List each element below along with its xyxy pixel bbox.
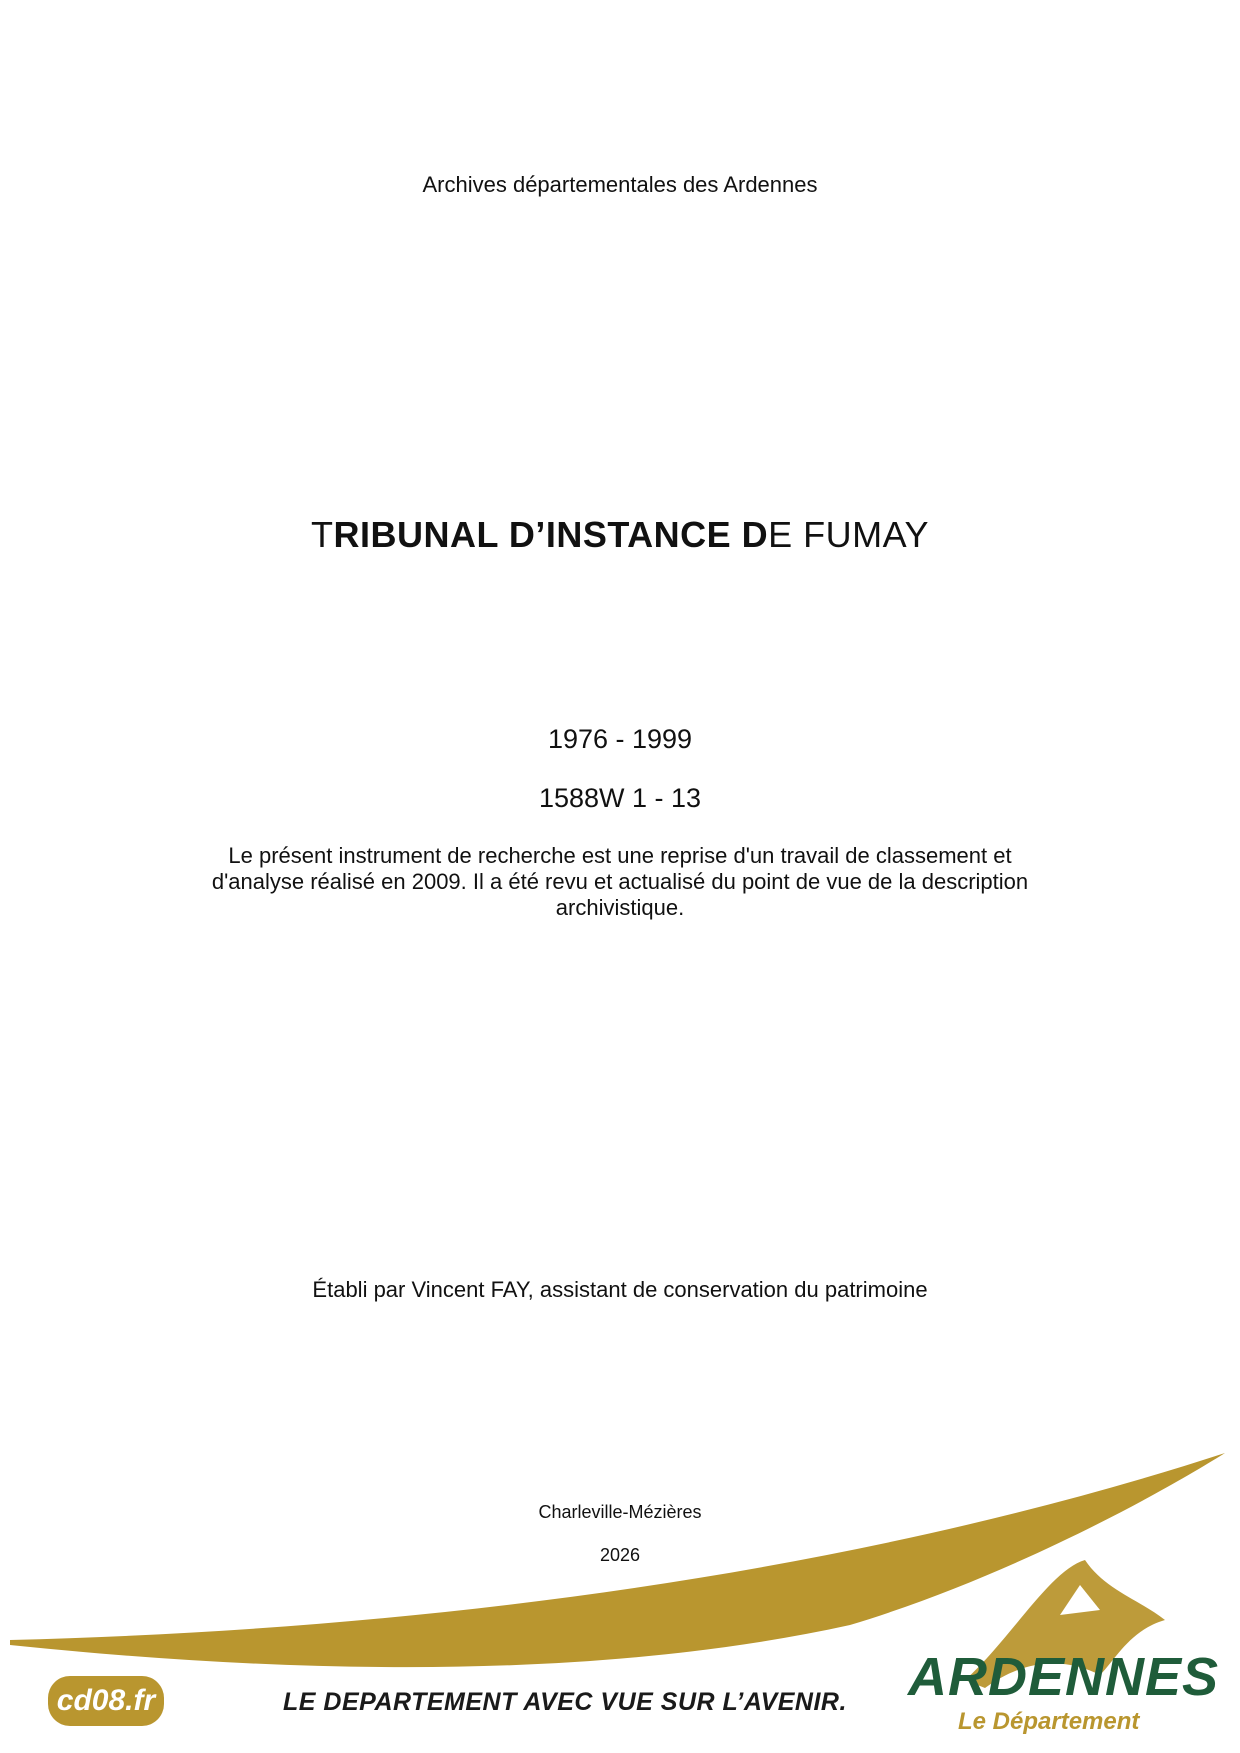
document-title: [0, 514, 1240, 556]
title-part-1: T: [310, 514, 334, 555]
archive-cote: 1588W 1 - 13: [538, 783, 702, 813]
title-part-2: RIBUNAL D’INSTANCE D: [333, 514, 769, 555]
place-name: Charleville-Mézières: [538, 1502, 702, 1522]
author-line: Établi par Vincent FAY, assistant de conservation du patrimoine: [312, 1277, 928, 1302]
date-range: 1976 - 1999: [547, 724, 693, 754]
ardennes-logo-subtitle: Le Département: [958, 1708, 1140, 1735]
ardennes-logo-text: ARDENNES: [908, 1647, 1220, 1707]
institution-name: Archives départementales des Ardennes: [422, 172, 818, 197]
footer-slogan: LE DEPARTEMENT AVEC VUE SUR L’AVENIR.: [283, 1688, 847, 1716]
description-note: Le présent instrument de recherche est une reprise d'un travail de classement et d'analyse réalisé en 2009. Il a été revu et actualisé du point de vue de la description archivistique.: [211, 843, 1029, 920]
year: 2026: [599, 1545, 641, 1565]
title-part-3: E FUMAY: [768, 514, 929, 555]
cd08-logo: cd08.fr: [48, 1676, 164, 1726]
